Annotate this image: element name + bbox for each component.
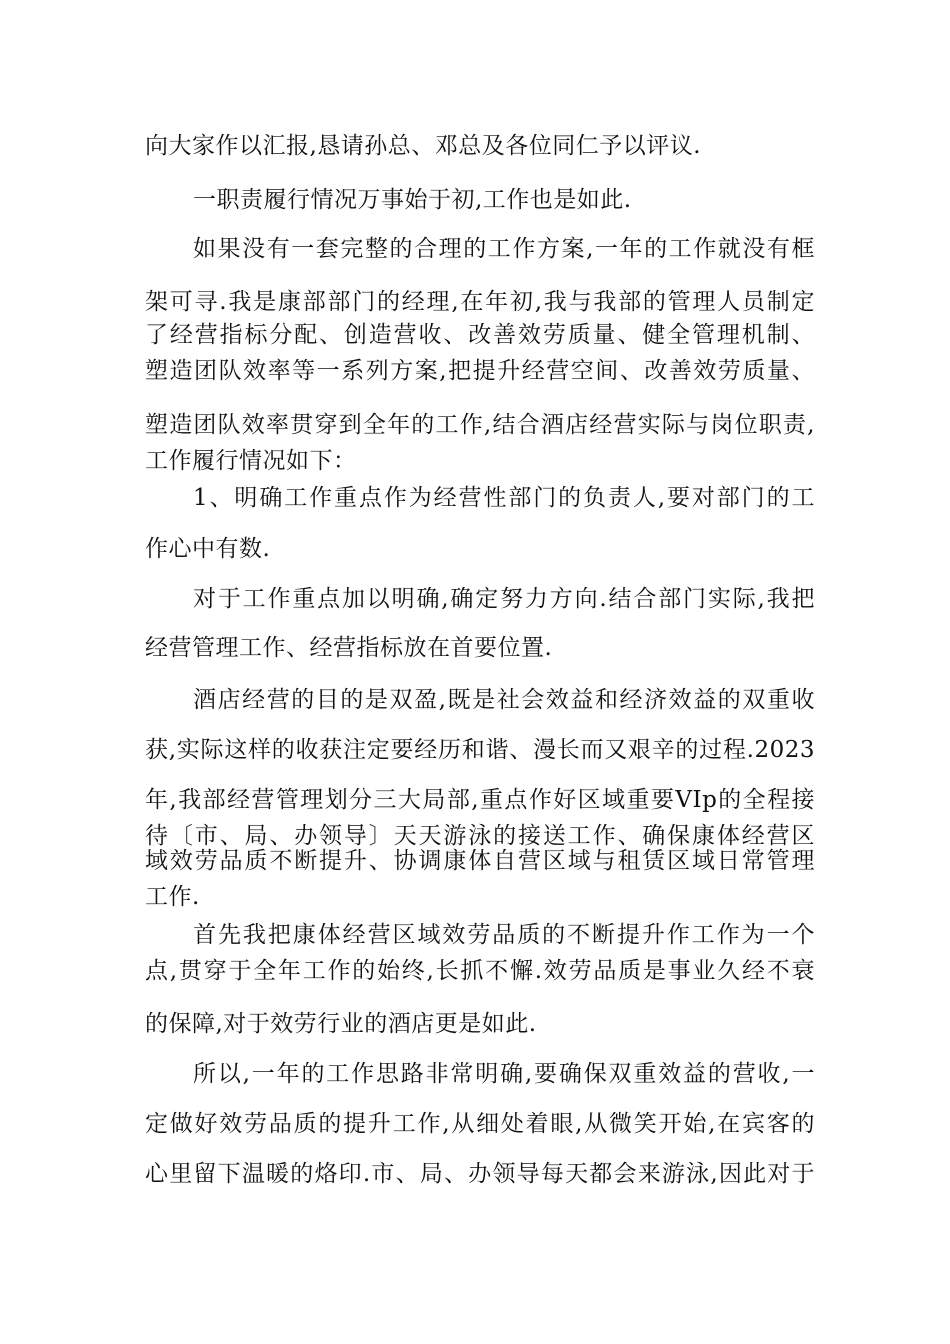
paragraph-line: 如果没有一套完整的合理的工作方案,一年的工作就没有框 [193, 236, 815, 262]
text-line: 的保障,对于效劳行业的酒店更是如此. [145, 1011, 537, 1037]
text-line: 工作履行情况如下： [145, 448, 357, 474]
text-line: 年,我部经营管理划分三大局部,重点作好区域重要VIp的全程接 [145, 787, 815, 813]
text-line: 域效劳品质不断提升、协调康体自营区域与租赁区域日常管理 [145, 848, 815, 874]
text-line: 定做好效劳品质的提升工作,从细处着眼,从微笑开始,在宾客的 [145, 1111, 815, 1137]
text-line: 作心中有数. [145, 536, 271, 562]
text-line: 工作. [145, 884, 200, 910]
paragraph-line: 对于工作重点加以明确,确定努力方向.结合部门实际,我把 [193, 586, 815, 612]
text-line: 待〔市、局、办领导〕天天游泳的接送工作、确保康体经营区 [145, 823, 815, 849]
paragraph-line: 一职责履行情况万事始于初,工作也是如此. [193, 187, 632, 213]
text-line: 心里留下温暖的烙印.市、局、办领导每天都会来游泳,因此对于 [145, 1161, 815, 1187]
text-line: 架可寻.我是康部部门的经理,在年初,我与我部的管理人员制定 [145, 289, 815, 315]
text-line: 向大家作以汇报,恳请孙总、邓总及各位同仁予以评议. [145, 133, 702, 159]
paragraph-line: 酒店经营的目的是双盈,既是社会效益和经济效益的双重收 [193, 687, 815, 713]
paragraph-line: 所以,一年的工作思路非常明确,要确保双重效益的营收,一 [193, 1061, 815, 1087]
text-line: 塑造团队效率贯穿到全年的工作,结合酒店经营实际与岗位职责, [145, 412, 815, 438]
text-line: 获,实际这样的收获注定要经历和谐、漫长而又艰辛的过程.2023 [145, 737, 815, 763]
paragraph-line: 首先我把康体经营区域效劳品质的不断提升作工作为一个 [193, 922, 815, 948]
text-line: 经营管理工作、经营指标放在首要位置. [145, 635, 553, 661]
text-line: 塑造团队效率等一系列方案,把提升经营空间、改善效劳质量、 [145, 358, 815, 384]
paragraph-line: 1、明确工作重点作为经营性部门的负责人,要对部门的工 [193, 485, 815, 511]
text-line: 了经营指标分配、创造营收、改善效劳质量、健全管理机制、 [145, 322, 815, 348]
text-line: 点,贯穿于全年工作的始终,长抓不懈.效劳品质是事业久经不衰 [145, 958, 815, 984]
